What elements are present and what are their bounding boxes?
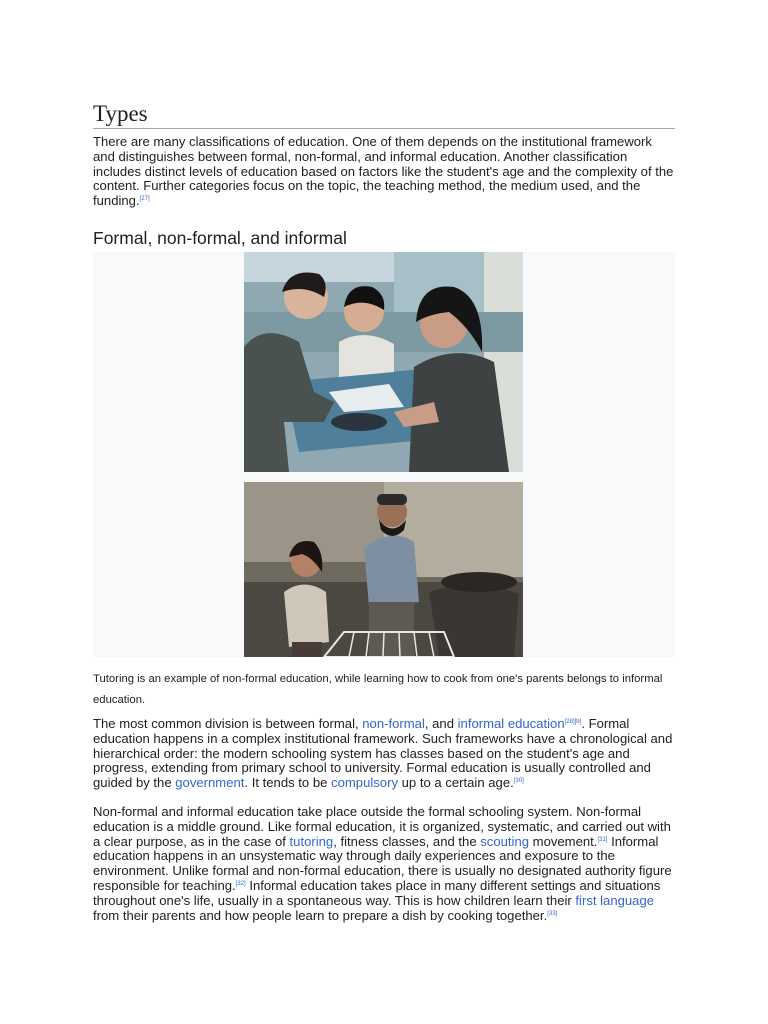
cooking-photo[interactable] [244, 482, 523, 657]
figure-box [93, 252, 675, 657]
link-tutoring[interactable]: tutoring [289, 833, 334, 849]
link-first-language[interactable]: first language [575, 892, 655, 908]
citation-30[interactable]: [30] [513, 778, 524, 785]
citation-32[interactable]: [32] [235, 880, 246, 887]
citation-28[interactable]: [28][b] [564, 718, 582, 725]
article-section [93, 100, 675, 923]
subsection-heading: Formal, non-formal, and informal [93, 227, 347, 248]
paragraph-nonformal-informal: Non-formal and informal education take place outside the formal schooling system. Non-formal education is a middle ground. Like formal education, it is organized, systematic, and carried out with a clear purpose, as in the case of tutoring, fitness classes, and the scouting movement.[31] Informal education happens in an unsystematic way through daily experiences and exposure to the environment. Unlike formal and non-formal education, there is usually no designated authority figure responsible for teaching.[32] Informal education takes place in many different settings and situations throughout one's life, usually in a spontaneous way. This is how children learn their first language from their parents and how people learn to prepare a dish by cooking together.[33] [93, 803, 672, 923]
citation-33[interactable]: [33] [547, 910, 558, 917]
figure-caption: Tutoring is an example of non-formal education, while learning how to cook from one's parents belongs to informal education. [93, 672, 663, 706]
tutoring-photo[interactable] [244, 252, 523, 472]
section-heading: Types [93, 100, 675, 129]
link-non-formal[interactable]: non-formal [362, 715, 425, 731]
link-scouting[interactable]: scouting [480, 833, 530, 849]
link-government[interactable]: government [175, 775, 245, 791]
paragraph-divisions: The most common division is between formal, non-formal, and informal education[28][b]. Formal education happens in a complex institutional framework. Such frameworks have a chronological and hierarchical order: the modern schooling system has classes based on the student's age and progress, extending from primary school to university. Formal education is usually controlled and guided by the government. It tends to be compulsory up to a certain age.[30] [93, 715, 673, 791]
intro-paragraph [93, 135, 675, 209]
link-informal-education[interactable]: informal education [457, 715, 565, 731]
link-compulsory[interactable]: compulsory [331, 775, 398, 791]
citation-27[interactable]: [27] [139, 196, 150, 203]
intro-text: There are many classifications of education. One of them depends on the institutional framework and distinguishes between formal, non-formal, and informal education. Another classification includes distinct levels of education based on factors like the student's age and the complexity of the content. Further categories focus on the topic, the teaching method, the medium used, and the funding. [93, 134, 674, 209]
citation-31[interactable]: [31] [597, 836, 608, 843]
